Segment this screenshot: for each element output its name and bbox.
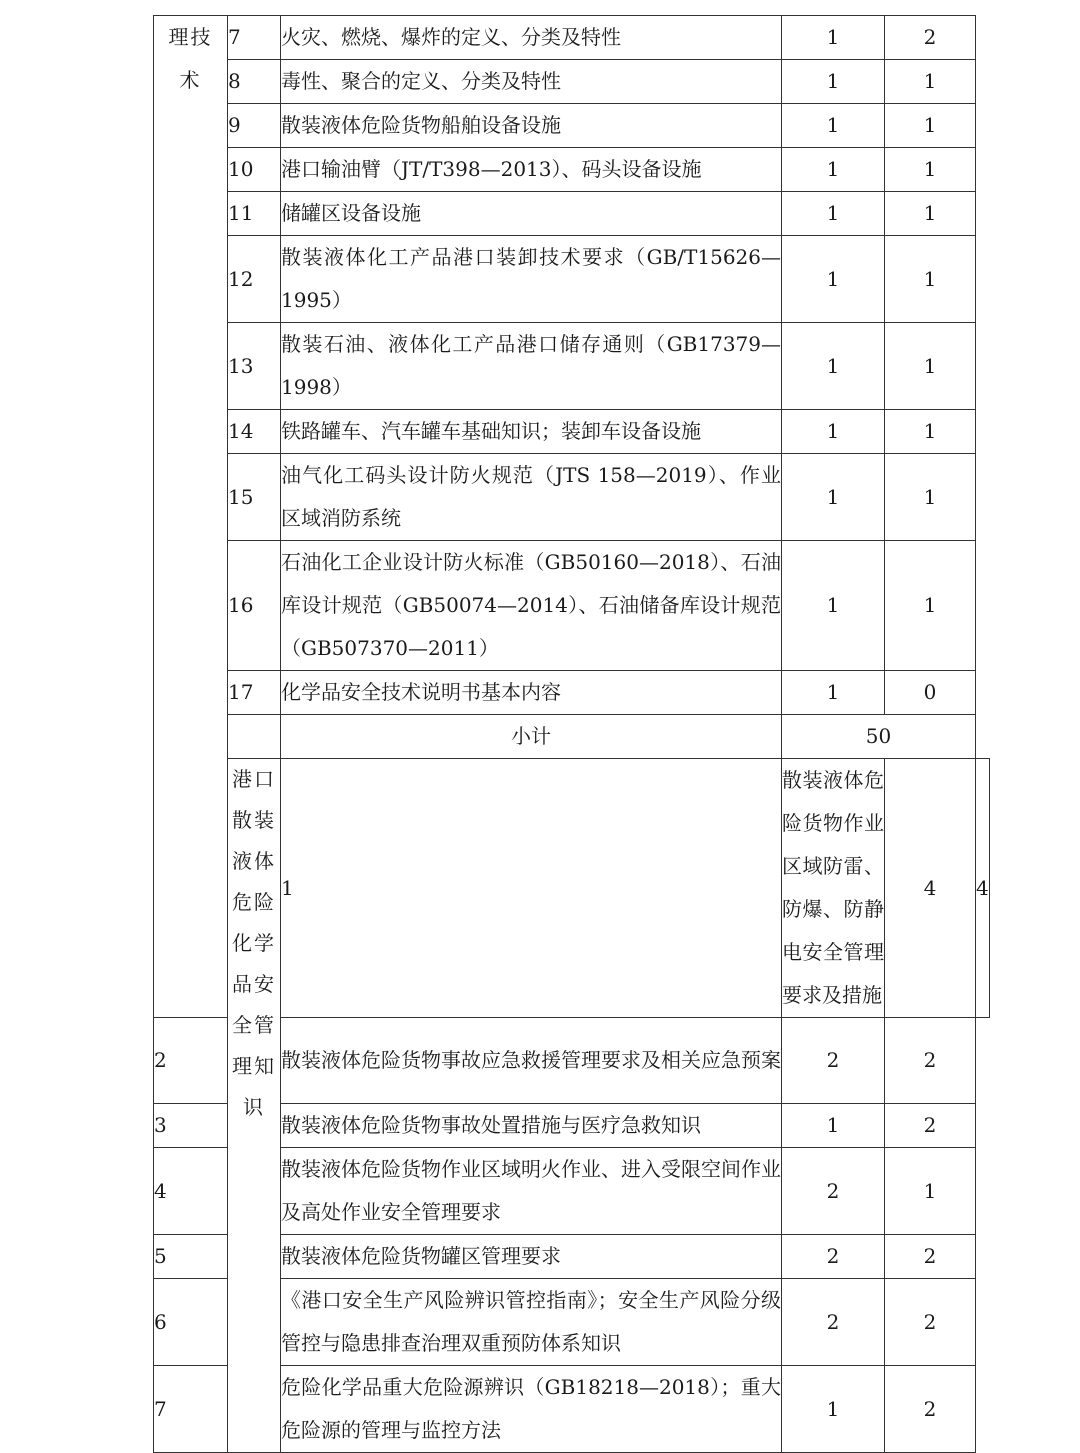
hours-col1: 1 [782,323,885,410]
hours-col2: 1 [885,104,976,148]
hours-col1: 1 [782,104,885,148]
subtotal-row [154,715,990,759]
hours-col2: 1 [885,60,976,104]
row-number: 5 [154,1235,228,1279]
hours-col2: 2 [885,16,976,60]
row-content: 石油化工企业设计防火标准（GB50160—2018）、石油库设计规范（GB50074—2014）、石油储备库设计规范（GB507370—2011） [281,541,782,671]
hours-col1: 1 [782,541,885,671]
hours-col2: 1 [885,541,976,671]
hours-col1: 4 [885,759,976,1018]
hours-col2: 1 [885,192,976,236]
table-row [154,759,990,1018]
hours-col2: 2 [885,1018,976,1104]
row-number: 3 [154,1104,228,1148]
row-content: 油气化工码头设计防火规范（JTS 158—2019）、作业区域消防系统 [281,454,782,541]
table-row [154,60,990,104]
hours-col1: 2 [782,1235,885,1279]
row-number: 16 [228,541,281,671]
category-cell-technology [154,16,228,1018]
row-content: 危险化学品重大危险源辨识（GB18218—2018）；重大危险源的管理与监控方法 [281,1366,782,1453]
table-row [154,236,990,323]
row-number: 15 [228,454,281,541]
document-page [153,15,990,1453]
row-number: 6 [154,1279,228,1366]
hours-col1: 1 [782,236,885,323]
hours-col1: 1 [782,671,885,715]
hours-col2: 1 [885,323,976,410]
subtotal-blank [228,715,281,759]
hours-col1: 1 [782,1104,885,1148]
row-content: 散装液体危险货物事故应急救援管理要求及相关应急预案 [281,1018,782,1104]
row-content: 储罐区设备设施 [281,192,782,236]
row-content: 铁路罐车、汽车罐车基础知识；装卸车设备设施 [281,410,782,454]
row-content: 毒性、聚合的定义、分类及特性 [281,60,782,104]
category-cell-safety-management [228,759,281,1453]
table-row [154,410,990,454]
row-content: 化学品安全技术说明书基本内容 [281,671,782,715]
row-number: 4 [154,1148,228,1235]
hours-col1: 1 [782,16,885,60]
hours-col2: 4 [976,759,990,1018]
hours-col2: 2 [885,1235,976,1279]
row-number: 14 [228,410,281,454]
row-number: 12 [228,236,281,323]
training-hours-table [153,15,990,1453]
row-number: 7 [154,1366,228,1453]
category-label: 港口散装液体危险化学品安全管理知识 [232,767,276,1119]
row-number: 17 [228,671,281,715]
row-content: 散装液体危险货物船舶设备设施 [281,104,782,148]
category-label: 理技术 [168,25,213,92]
subtotal-value: 50 [782,715,976,759]
row-content: 散装液体危险货物作业区域防雷、防爆、防静电安全管理要求及措施 [782,759,885,1018]
hours-col1: 2 [782,1279,885,1366]
row-number: 9 [228,104,281,148]
hours-col2: 2 [885,1279,976,1366]
hours-col1: 1 [782,192,885,236]
hours-col2: 1 [885,410,976,454]
row-number: 1 [281,759,782,1018]
row-content: 散装石油、液体化工产品港口储存通则（GB17379—1998） [281,323,782,410]
table-row [154,16,990,60]
row-number: 8 [228,60,281,104]
row-content: 散装液体危险货物作业区域明火作业、进入受限空间作业及高处作业安全管理要求 [281,1148,782,1235]
hours-col1: 1 [782,454,885,541]
table-row [154,323,990,410]
hours-col1: 1 [782,410,885,454]
table-row [154,454,990,541]
row-content: 火灾、燃烧、爆炸的定义、分类及特性 [281,16,782,60]
row-content: 散装液体化工产品港口装卸技术要求（GB/T15626—1995） [281,236,782,323]
hours-col1: 2 [782,1148,885,1235]
row-content: 散装液体危险货物事故处置措施与医疗急救知识 [281,1104,782,1148]
hours-col2: 2 [885,1104,976,1148]
table-row [154,104,990,148]
hours-col1: 1 [782,1366,885,1453]
table-row [154,541,990,671]
hours-col1: 1 [782,148,885,192]
row-content: 港口输油臂（JT/T398—2013）、码头设备设施 [281,148,782,192]
table-row [154,148,990,192]
row-number: 7 [228,16,281,60]
row-number: 13 [228,323,281,410]
row-number: 10 [228,148,281,192]
table-row [154,192,990,236]
row-number: 2 [154,1018,228,1104]
hours-col2: 1 [885,148,976,192]
hours-col1: 1 [782,60,885,104]
row-content: 散装液体危险货物罐区管理要求 [281,1235,782,1279]
row-number: 11 [228,192,281,236]
hours-col2: 0 [885,671,976,715]
hours-col2: 2 [885,1366,976,1453]
row-content: 《港口安全生产风险辨识管控指南》；安全生产风险分级管控与隐患排查治理双重预防体系知识 [281,1279,782,1366]
hours-col2: 1 [885,1148,976,1235]
hours-col2: 1 [885,236,976,323]
hours-col2: 1 [885,454,976,541]
hours-col1: 2 [782,1018,885,1104]
subtotal-label: 小计 [281,715,782,759]
table-row [154,671,990,715]
